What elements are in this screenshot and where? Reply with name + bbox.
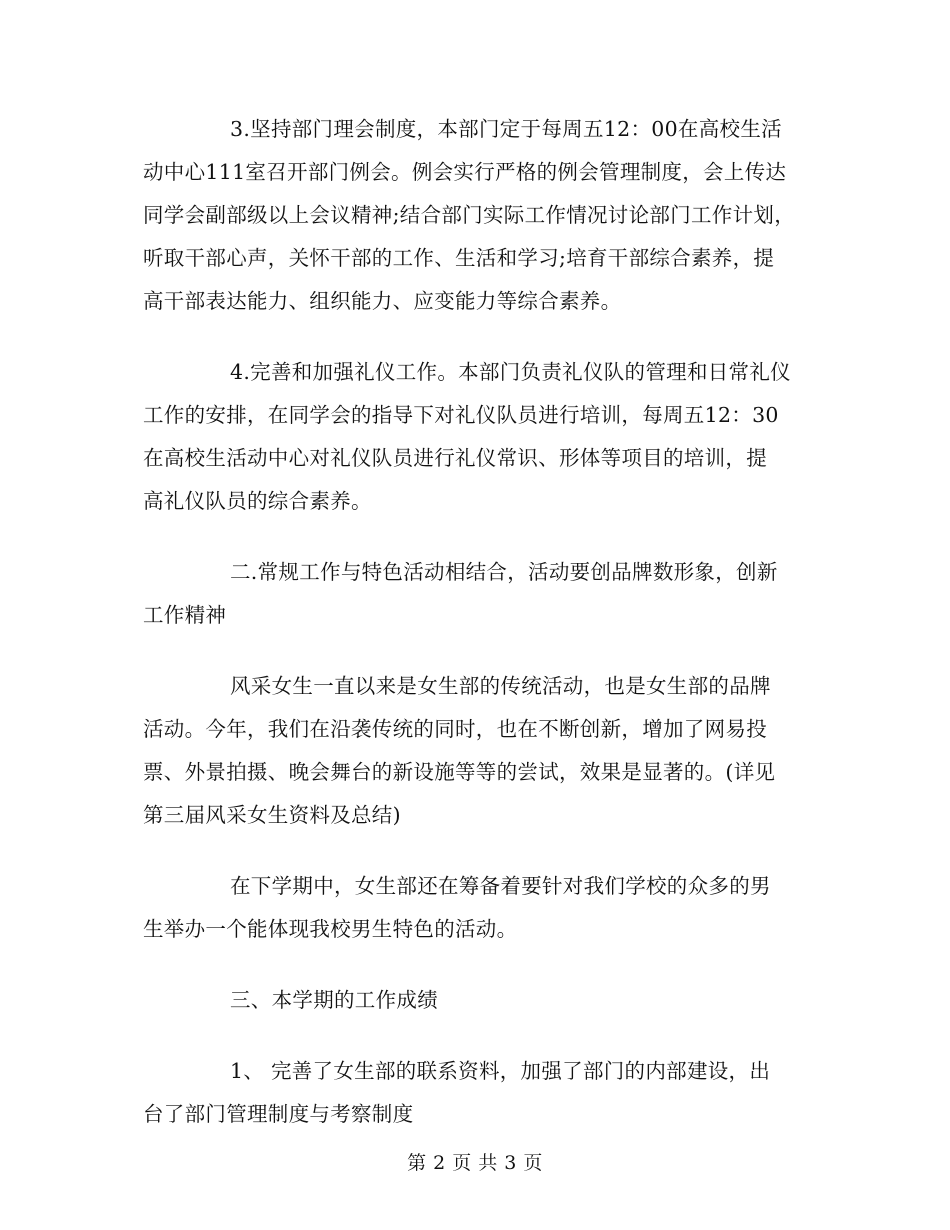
paragraph-featured-activity [143, 665, 811, 837]
text-line: 二.常规工作与特色活动相结合，活动要创品牌数形象，创新 [230, 560, 778, 584]
text-line: 生举办一个能体现我校男生特色的活动。 [143, 917, 518, 941]
paragraph-gap [143, 323, 811, 351]
paragraph-gap [143, 837, 811, 865]
text-line: 风采女生一直以来是女生部的传统活动，也是女生部的品牌 [230, 674, 771, 698]
text-line: 听取干部心声，关怀干部的工作、生活和学习;培育干部综合素养，提 [143, 246, 775, 270]
text-line: 3.坚持部门理会制度，本部门定于每周五12：00在高校生活 [230, 117, 782, 141]
paragraph-etiquette-work [143, 351, 811, 523]
text-line: 高干部表达能力、组织能力、应变能力等综合素养。 [143, 289, 622, 313]
text-line: 工作精神 [143, 603, 227, 627]
text-line: 三、本学期的工作成绩 [230, 988, 438, 1012]
document-body [143, 108, 811, 1136]
text-line: 动中心111室召开部门例会。例会实行严格的例会管理制度，会上传达 [143, 160, 787, 184]
paragraph-gap [143, 951, 811, 979]
text-line: 第三届风采女生资料及总结) [143, 803, 401, 827]
section-heading-two [143, 551, 811, 637]
paragraph-meeting-system [143, 108, 811, 323]
text-line: 高礼仪队员的综合素养。 [143, 489, 372, 513]
text-line: 在下学期中，女生部还在筹备着要针对我们学校的众多的男 [230, 874, 771, 898]
paragraph-next-semester [143, 865, 811, 951]
text-line: 1、 完善了女生部的联系资料，加强了部门的内部建设，出 [230, 1059, 771, 1083]
text-line: 活动。今年，我们在沿袭传统的同时，也在不断创新，增加了网易投 [143, 717, 767, 741]
paragraph-gap [143, 637, 811, 665]
text-line: 同学会副部级以上会议精神;结合部门实际工作情况讨论部门工作计划， [143, 203, 796, 227]
page-number-footer: 第 2 页 共 3 页 [407, 1152, 543, 1174]
text-line: 票、外景拍摄、晚会舞台的新设施等等的尝试，效果是显著的。(详见 [143, 760, 776, 784]
section-heading-three [143, 979, 811, 1022]
paragraph-achievement-one [143, 1050, 811, 1136]
paragraph-gap [143, 1022, 811, 1050]
text-line: 台了部门管理制度与考察制度 [143, 1102, 414, 1126]
text-line: 工作的安排，在同学会的指导下对礼仪队员进行培训，每周五12：30 [143, 403, 779, 427]
paragraph-gap [143, 523, 811, 551]
text-line: 4.完善和加强礼仪工作。本部门负责礼仪队的管理和日常礼仪 [230, 360, 791, 384]
text-line: 在高校生活动中心对礼仪队员进行礼仪常识、形体等项目的培训，提 [143, 446, 767, 470]
